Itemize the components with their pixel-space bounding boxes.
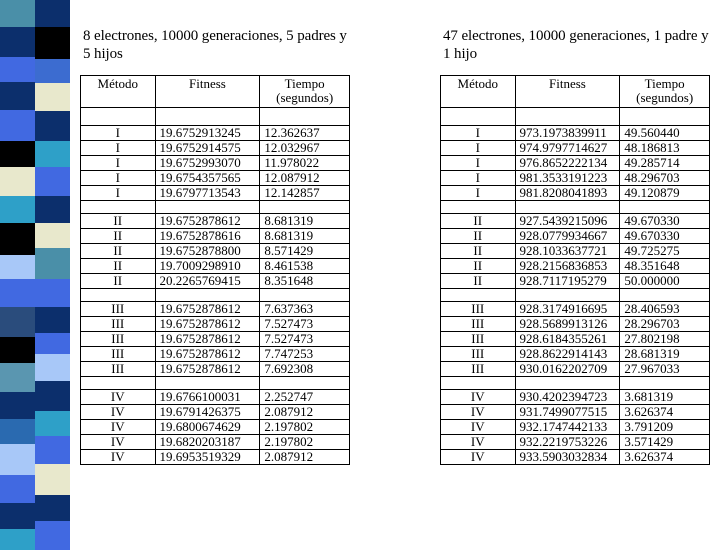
time-cell: 2.087912	[260, 450, 350, 465]
method-cell: III	[81, 332, 156, 347]
method-cell: I	[81, 171, 156, 186]
group-separator-row	[81, 377, 350, 390]
empty-cell	[81, 201, 156, 214]
empty-cell	[441, 108, 516, 126]
fitness-cell: 19.6754357565	[155, 171, 260, 186]
method-cell: II	[81, 229, 156, 244]
time-cell: 49.670330	[620, 214, 710, 229]
fitness-cell: 932.2219753226	[515, 435, 620, 450]
stripe-block	[0, 307, 35, 337]
method-cell: I	[81, 156, 156, 171]
table-header-row	[81, 76, 350, 108]
method-cell: III	[441, 332, 516, 347]
table-row	[441, 450, 710, 465]
method-cell: III	[441, 362, 516, 377]
table-row	[81, 141, 350, 156]
table-row	[441, 435, 710, 450]
results-panel-47-electrons	[440, 27, 710, 465]
table-row	[81, 405, 350, 420]
table-row	[81, 274, 350, 289]
method-cell: III	[81, 362, 156, 377]
empty-cell	[515, 201, 620, 214]
empty-cell	[260, 108, 350, 126]
method-cell: II	[441, 244, 516, 259]
fitness-cell: 19.6752878612	[155, 347, 260, 362]
time-cell: 48.351648	[620, 259, 710, 274]
fitness-cell: 928.6184355261	[515, 332, 620, 347]
empty-cell	[620, 377, 710, 390]
table-row	[441, 405, 710, 420]
table-row	[81, 156, 350, 171]
fitness-cell: 928.8622914143	[515, 347, 620, 362]
table-body	[441, 108, 710, 465]
stripe-block	[35, 141, 70, 167]
caption-line-1: 47 electrones, 10000 generaciones, 1 padre y	[443, 28, 709, 44]
results-table	[440, 75, 710, 465]
method-cell: IV	[441, 435, 516, 450]
fitness-cell: 928.7117195279	[515, 274, 620, 289]
group-separator-row	[81, 289, 350, 302]
table-row	[441, 186, 710, 201]
table-row	[441, 214, 710, 229]
table-body	[81, 108, 350, 465]
fitness-cell: 19.6752878616	[155, 229, 260, 244]
empty-cell	[515, 289, 620, 302]
table-row	[441, 244, 710, 259]
time-cell: 2.252747	[260, 390, 350, 405]
stripe-block	[35, 411, 70, 436]
time-cell: 7.637363	[260, 302, 350, 317]
method-cell: IV	[81, 405, 156, 420]
fitness-cell: 928.1033637721	[515, 244, 620, 259]
stripe-block	[35, 381, 70, 411]
time-cell: 7.527473	[260, 317, 350, 332]
fitness-cell: 19.6953519329	[155, 450, 260, 465]
method-cell: II	[81, 244, 156, 259]
table-row	[441, 274, 710, 289]
table-row	[441, 302, 710, 317]
table-row	[441, 347, 710, 362]
fitness-cell: 19.7009298910	[155, 259, 260, 274]
fitness-cell: 973.1973839911	[515, 126, 620, 141]
time-cell: 12.142857	[260, 186, 350, 201]
method-cell: II	[81, 259, 156, 274]
header-fitness: Fitness	[155, 76, 260, 108]
table-row	[81, 390, 350, 405]
table-row	[81, 186, 350, 201]
empty-cell	[515, 108, 620, 126]
fitness-cell: 20.2265769415	[155, 274, 260, 289]
stripe-column-right	[35, 0, 70, 540]
time-cell: 8.571429	[260, 244, 350, 259]
table-row	[81, 244, 350, 259]
stripe-block	[0, 255, 35, 279]
fitness-cell: 928.0779934667	[515, 229, 620, 244]
time-cell: 7.527473	[260, 332, 350, 347]
table-row	[81, 229, 350, 244]
header-time-line-1: Tiempo	[644, 76, 685, 91]
fitness-cell: 974.9797714627	[515, 141, 620, 156]
time-cell: 48.186813	[620, 141, 710, 156]
stripe-block	[35, 307, 70, 333]
stripe-block	[35, 436, 70, 464]
table-row	[81, 259, 350, 274]
empty-cell	[260, 289, 350, 302]
table-row	[81, 317, 350, 332]
table-row	[441, 141, 710, 156]
time-cell: 3.626374	[620, 450, 710, 465]
empty-cell	[155, 108, 260, 126]
table-row	[441, 332, 710, 347]
table-row	[81, 435, 350, 450]
table-caption	[443, 27, 710, 63]
group-separator-row	[81, 201, 350, 214]
empty-cell	[81, 108, 156, 126]
group-separator-row	[441, 201, 710, 214]
caption-line-2: 5 hijos	[83, 46, 123, 62]
header-method: Método	[441, 76, 516, 108]
method-cell: III	[81, 302, 156, 317]
time-cell: 3.626374	[620, 405, 710, 420]
stripe-block	[35, 495, 70, 521]
fitness-cell: 927.5439215096	[515, 214, 620, 229]
empty-cell	[620, 201, 710, 214]
table-row	[81, 362, 350, 377]
time-cell: 49.120879	[620, 186, 710, 201]
fitness-cell: 933.5903032834	[515, 450, 620, 465]
method-cell: IV	[81, 390, 156, 405]
stripe-block	[0, 363, 35, 392]
empty-cell	[260, 201, 350, 214]
fitness-cell: 981.3533191223	[515, 171, 620, 186]
group-separator-row	[441, 377, 710, 390]
time-cell: 8.461538	[260, 259, 350, 274]
stripe-block	[0, 419, 35, 444]
header-method: Método	[81, 76, 156, 108]
method-cell: II	[441, 274, 516, 289]
table-row	[441, 362, 710, 377]
fitness-cell: 19.6752878800	[155, 244, 260, 259]
stripe-block	[35, 464, 70, 495]
table-row	[81, 420, 350, 435]
time-cell: 49.670330	[620, 229, 710, 244]
empty-cell	[441, 201, 516, 214]
fitness-cell: 19.6791426375	[155, 405, 260, 420]
table-row	[441, 390, 710, 405]
fitness-cell: 931.7499077515	[515, 405, 620, 420]
fitness-cell: 928.5689913126	[515, 317, 620, 332]
stripe-block	[0, 196, 35, 223]
stripe-block	[35, 111, 70, 141]
method-cell: I	[81, 141, 156, 156]
stripe-block	[0, 279, 35, 307]
fitness-cell: 19.6752993070	[155, 156, 260, 171]
stripe-block	[0, 141, 35, 167]
fitness-cell: 19.6752914575	[155, 141, 260, 156]
empty-cell	[260, 377, 350, 390]
stripe-block	[0, 337, 35, 363]
stripe-block	[35, 196, 70, 223]
time-cell: 49.285714	[620, 156, 710, 171]
table-row	[441, 126, 710, 141]
caption-line-2: 1 hijo	[443, 46, 477, 62]
stripe-block	[0, 167, 35, 196]
table-row	[441, 171, 710, 186]
empty-cell	[81, 289, 156, 302]
header-time	[620, 76, 710, 108]
results-panel-8-electrons	[80, 27, 350, 465]
method-cell: II	[441, 259, 516, 274]
time-cell: 3.681319	[620, 390, 710, 405]
fitness-cell: 928.3174916695	[515, 302, 620, 317]
time-cell: 50.000000	[620, 274, 710, 289]
table-caption	[83, 27, 350, 63]
method-cell: IV	[81, 435, 156, 450]
method-cell: IV	[441, 450, 516, 465]
time-cell: 11.978022	[260, 156, 350, 171]
table-row	[81, 347, 350, 362]
fitness-cell: 19.6797713543	[155, 186, 260, 201]
time-cell: 8.681319	[260, 214, 350, 229]
empty-cell	[155, 201, 260, 214]
method-cell: IV	[81, 450, 156, 465]
stripe-block	[35, 279, 70, 307]
time-cell: 2.087912	[260, 405, 350, 420]
method-cell: IV	[81, 420, 156, 435]
time-cell: 49.725275	[620, 244, 710, 259]
stripe-block	[35, 83, 70, 111]
fitness-cell: 930.4202394723	[515, 390, 620, 405]
table-row	[81, 126, 350, 141]
empty-cell	[515, 377, 620, 390]
time-cell: 28.406593	[620, 302, 710, 317]
time-cell: 2.197802	[260, 435, 350, 450]
method-cell: I	[441, 156, 516, 171]
time-cell: 12.032967	[260, 141, 350, 156]
stripe-block	[0, 223, 35, 255]
method-cell: III	[441, 347, 516, 362]
time-cell: 12.087912	[260, 171, 350, 186]
stripe-block	[35, 0, 70, 27]
table-row	[81, 214, 350, 229]
table-row	[441, 317, 710, 332]
time-cell: 28.681319	[620, 347, 710, 362]
table-row	[441, 259, 710, 274]
fitness-cell: 981.8208041893	[515, 186, 620, 201]
method-cell: III	[81, 347, 156, 362]
method-cell: III	[441, 317, 516, 332]
method-cell: I	[81, 186, 156, 201]
method-cell: III	[441, 302, 516, 317]
stripe-block	[35, 354, 70, 381]
stripe-column-left	[0, 0, 35, 540]
method-cell: I	[441, 186, 516, 201]
group-separator-row	[441, 289, 710, 302]
time-cell: 7.692308	[260, 362, 350, 377]
method-cell: IV	[441, 405, 516, 420]
empty-cell	[155, 377, 260, 390]
method-cell: II	[441, 214, 516, 229]
stripe-block	[0, 475, 35, 503]
time-cell: 27.802198	[620, 332, 710, 347]
header-time-line-2: (segundos)	[276, 90, 334, 105]
stripe-block	[35, 59, 70, 83]
method-cell: II	[441, 229, 516, 244]
header-time-line-2: (segundos)	[636, 90, 694, 105]
table-row	[81, 171, 350, 186]
method-cell: I	[81, 126, 156, 141]
header-fitness: Fitness	[515, 76, 620, 108]
method-cell: II	[81, 214, 156, 229]
fitness-cell: 19.6752878612	[155, 362, 260, 377]
fitness-cell: 19.6752878612	[155, 332, 260, 347]
fitness-cell: 19.6752913245	[155, 126, 260, 141]
method-cell: IV	[441, 420, 516, 435]
empty-cell	[81, 377, 156, 390]
fitness-cell: 19.6752878612	[155, 317, 260, 332]
stripe-block	[35, 521, 70, 550]
method-cell: III	[81, 317, 156, 332]
stripe-block	[35, 223, 70, 248]
time-cell: 7.747253	[260, 347, 350, 362]
time-cell: 12.362637	[260, 126, 350, 141]
stripe-block	[0, 82, 35, 110]
empty-cell	[441, 377, 516, 390]
fitness-cell: 19.6752878612	[155, 302, 260, 317]
group-separator-row	[81, 108, 350, 126]
time-cell: 8.351648	[260, 274, 350, 289]
table-row	[81, 302, 350, 317]
stripe-block	[35, 333, 70, 354]
header-time-line-1: Tiempo	[284, 76, 325, 91]
method-cell: IV	[441, 390, 516, 405]
stripe-block	[0, 444, 35, 475]
time-cell: 3.571429	[620, 435, 710, 450]
fitness-cell: 19.6820203187	[155, 435, 260, 450]
caption-line-1: 8 electrones, 10000 generaciones, 5 padres y	[83, 28, 347, 44]
results-table	[80, 75, 350, 465]
decorative-stripe	[0, 0, 70, 540]
stripe-block	[0, 392, 35, 419]
header-time	[260, 76, 350, 108]
empty-cell	[441, 289, 516, 302]
stripe-block	[35, 27, 70, 59]
group-separator-row	[441, 108, 710, 126]
time-cell: 49.560440	[620, 126, 710, 141]
fitness-cell: 932.1747442133	[515, 420, 620, 435]
stripe-block	[35, 248, 70, 279]
stripe-block	[0, 27, 35, 57]
stripe-block	[35, 167, 70, 196]
fitness-cell: 976.8652222134	[515, 156, 620, 171]
method-cell: II	[81, 274, 156, 289]
table-header-row	[441, 76, 710, 108]
fitness-cell: 19.6766100031	[155, 390, 260, 405]
table-row	[441, 229, 710, 244]
fitness-cell: 19.6752878612	[155, 214, 260, 229]
empty-cell	[155, 289, 260, 302]
table-row	[441, 420, 710, 435]
empty-cell	[620, 289, 710, 302]
fitness-cell: 928.2156836853	[515, 259, 620, 274]
stripe-block	[0, 503, 35, 529]
time-cell: 28.296703	[620, 317, 710, 332]
time-cell: 27.967033	[620, 362, 710, 377]
fitness-cell: 930.0162202709	[515, 362, 620, 377]
time-cell: 48.296703	[620, 171, 710, 186]
method-cell: I	[441, 141, 516, 156]
table-row	[81, 332, 350, 347]
stripe-block	[0, 57, 35, 82]
empty-cell	[620, 108, 710, 126]
stripe-block	[0, 0, 35, 27]
time-cell: 2.197802	[260, 420, 350, 435]
table-row	[441, 156, 710, 171]
table-row	[81, 450, 350, 465]
stripe-block	[0, 110, 35, 141]
time-cell: 3.791209	[620, 420, 710, 435]
fitness-cell: 19.6800674629	[155, 420, 260, 435]
method-cell: I	[441, 126, 516, 141]
method-cell: I	[441, 171, 516, 186]
time-cell: 8.681319	[260, 229, 350, 244]
